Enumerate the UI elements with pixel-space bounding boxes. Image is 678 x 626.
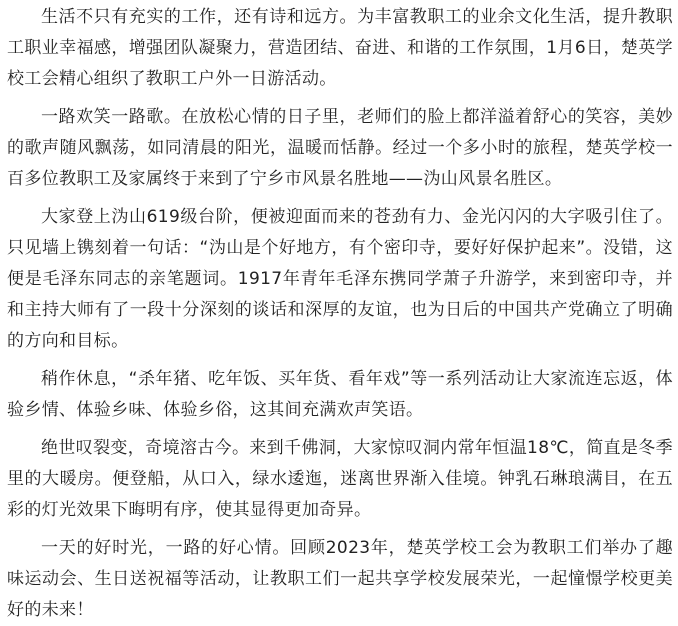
article-paragraph: 大家登上沩山619级台阶，便被迎面而来的苍劲有力、金光闪闪的大字吸引住了。只见墙上镌刻着一句话：“沩山是个好地方，有个密印寺，要好好保护起来”。没错，这便是毛泽东同志的亲笔题词。1917年青年毛泽东携同学萧子升游学，来到密印寺，并和主持大师有了一段十分深刻的谈话和深厚的友谊，也为日后的中国共产党确立了明确的方向和目标。 xyxy=(7,207,673,351)
article-paragraph: 生活不只有充实的工作，还有诗和远方。为丰富教职工的业余文化生活，提升教职工职业幸福感，增强团队凝聚力，营造团结、奋进、和谐的工作氛围，1月6日，楚英学校工会精心组织了教职工户外一日游活动。 xyxy=(7,7,673,89)
article-paragraph: 稍作休息，“杀年猪、吃年饭、买年货、看年戏”等一系列活动让大家流连忘返，体验乡情、体验乡味、体验乡俗，这其间充满欢声笑语。 xyxy=(7,369,673,420)
article-paragraph: 一天的好时光，一路的好心情。回顾2023年，楚英学校工会为教职工们举办了趣味运动会、生日送祝福等活动，让教职工们一起共享学校发展荣光，一起憧憬学校更美好的未来！ xyxy=(7,538,673,620)
article-paragraph: 绝世叹裂变，奇境溶古今。来到千佛洞，大家惊叹洞内常年恒温18℃，简直是冬季里的大暖房。便登船，从口入，绿水逶迤，迷离世界渐入佳境。钟乳石琳琅满目，在五彩的灯光效果下晦明有序，使其显得更加奇异。 xyxy=(7,438,673,520)
article-paragraph: 一路欢笑一路歌。在放松心情的日子里，老师们的脸上都洋溢着舒心的笑容，美妙的歌声随风飘荡，如同清晨的阳光，温暖而恬静。经过一个多小时的旅程，楚英学校一百多位教职工及家属终于来到了宁乡市风景名胜地——沩山风景名胜区。 xyxy=(7,107,673,189)
